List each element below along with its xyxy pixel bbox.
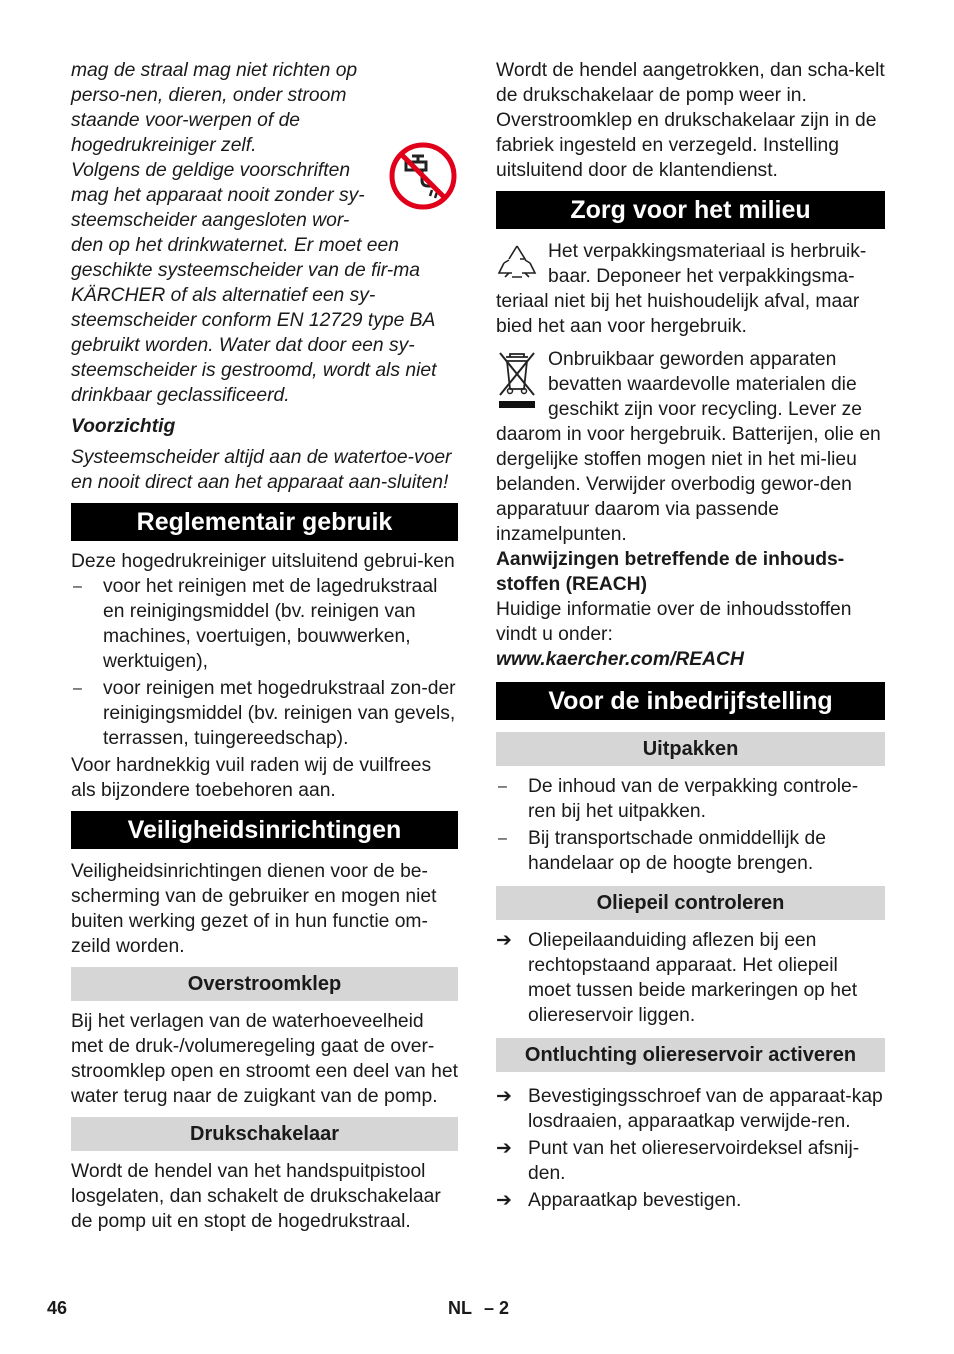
reach-heading: Aanwijzingen betreffende de inhouds-stoffen (REACH) [496,549,845,595]
subheading-overstroomklep: Overstroomklep [71,967,458,1001]
subheading-ontluchting: Ontluchting oliereservoir activeren [496,1038,885,1072]
subheading-oliepeil: Oliepeil controleren [496,886,885,920]
warning-text: mag de straal mag niet richten op perso-nen, dieren, onder stroom staande voor-werpen of de hogedrukreiniger zelf. [71,60,358,156]
weee-text: Onbruikbaar geworden apparaten bevatten waardevolle materialen die geschikt zijn voor recycling. Lever ze daarom in voor hergebruik. Batterijen, olie en dergelijke stoffen mogen niet in het mi-lieu belanden. Verwijder overbodig gewor-den apparatuur daarom via passende inzamelpunten. [496,349,881,545]
reglementair-outro: Voor hardnekkig vuil raden wij de vuilfrees als bijzondere toebehoren aan. [71,755,432,801]
list-item: ➔ Oliepeilaanduiding aflezen bij een rechtopstaand apparaat. Het oliepeil moet tussen beide markeringen op het oliereservoir liggen. [496,930,858,1026]
recycle-text: Het verpakkingsmateriaal is herbruik-baar. Deponeer het verpakkingsma-teriaal niet bij het huishoudelijk afval, maar bied het aan voor hergebruik. [496,241,867,337]
list-item: ➔ Punt van het oliereservoirdeksel afsnij-den. [496,1138,860,1184]
arrow-icon: ➔ [496,1138,512,1159]
list-item: – De inhoud van de verpakking controle-ren bij het uitpakken. [498,776,859,822]
section-heading-milieu: Zorg voor het milieu [496,191,885,229]
reach-text: Huidige informatie over de inhoudsstoffen vindt u onder: [496,599,852,645]
list-item: – Bij transportschade onmiddellijk de handelaar op de hoogte brengen. [498,828,826,874]
overstroomklep-text: Bij het verlagen van de waterhoeveelheid met de druk-/volumeregeling gaat de over-stroomklep open en stroomt een deel van het water terug naar de zuigkant van de pomp. [71,1011,458,1107]
arrow-icon: ➔ [496,1086,512,1107]
list-item: ➔ Apparaatkap bevestigen. [496,1190,742,1211]
subheading-uitpakken: Uitpakken [496,732,885,766]
caution-text: Systeemscheider altijd aan de watertoe-voer en nooit direct aan het apparaat aan-sluiten! [71,447,452,493]
left-column [71,58,458,1234]
arrow-icon: ➔ [496,1190,512,1211]
system-separator-text: Volgens de geldige voorschriften mag het apparaat nooit zonder sy-steemscheider aangesloten wor-den op het drinkwaternet. Er moet een geschikte systeemscheider van de fir-ma KÄRCHER of als alternatief een sy-steemscheider conform EN 12729 type BA gebruikt worden. Water dat door een sy-steemscheider is gestroomd, wordt als niet drinkbaar geclassificeerd. [71,160,437,406]
veiligheid-intro: Veiligheidsinrichtingen dienen voor de be-scherming van de gebruiker en mogen niet buiten werking gezet of in hun functie om-zeild worden. [71,861,437,957]
recycle-icon [496,241,538,283]
list-item: – voor het reinigen met de lagedrukstraal en reinigingsmiddel (bv. reinigen van machines, voertuigen, bouwwerken, werktuigen), [73,576,438,672]
section-heading-inbedrijfstelling: Voor de inbedrijfstelling [496,682,885,720]
reach-link[interactable]: www.kaercher.com/REACH [496,649,744,670]
section-heading-veiligheid: Veiligheidsinrichtingen [71,811,458,849]
drukschakelaar-continued: Wordt de hendel aangetrokken, dan scha-kelt de drukschakelaar de pomp weer in. Overstroomklep en drukschakelaar zijn in de fabriek ingesteld en verzegeld. Instelling uitsluitend door de klantendienst. [496,60,885,181]
drukschakelaar-text: Wordt de hendel van het handspuitpistool losgelaten, dan schakelt de drukschakelaar de pomp uit en stopt de hogedrukstraal. [71,1161,441,1232]
list-item: ➔ Bevestigingsschroef van de apparaat-kap losdraaien, apparaatkap verwijde-ren. [496,1086,883,1132]
subheading-drukschakelaar: Drukschakelaar [71,1117,458,1151]
section-heading-reglementair: Reglementair gebruik [71,503,458,541]
right-column [496,58,885,1213]
no-drinking-water-icon [388,140,458,212]
page-number: 46 [47,1298,68,1318]
reglementair-intro: Deze hogedrukreiniger uitsluitend gebrui-ken [71,551,455,572]
sub-page-number: – 2 [484,1298,510,1318]
language-code: NL [448,1298,472,1318]
list-item: – voor reinigen met hogedrukstraal zon-der reinigingsmiddel (bv. reinigen van gevels, terrassen, tuingereedschap). [73,678,456,749]
caution-heading: Voorzichtig [71,416,176,437]
crossed-bin-icon [496,349,538,411]
arrow-icon: ➔ [496,930,512,951]
